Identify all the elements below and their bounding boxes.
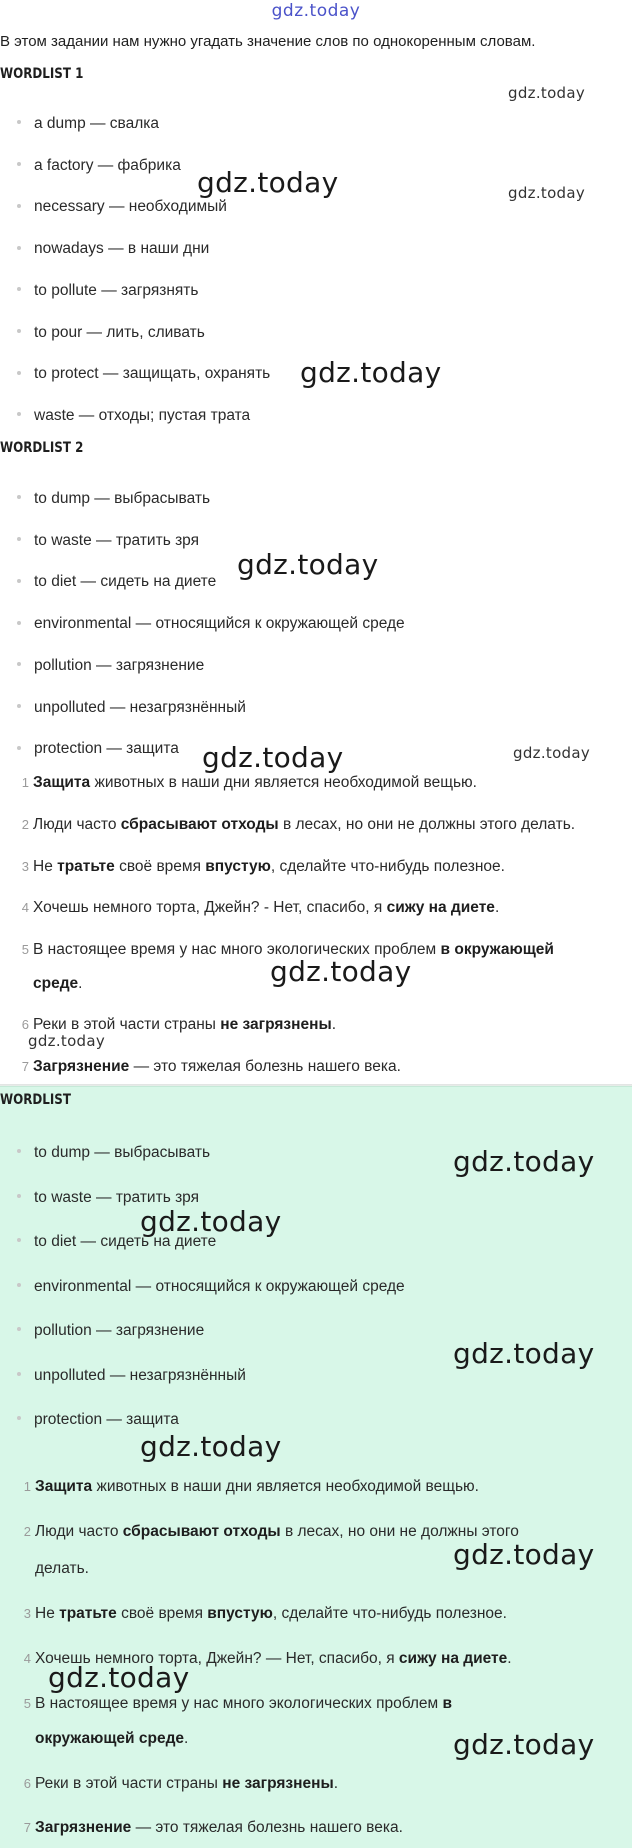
list-item: [0, 1278, 405, 1296]
sentence-text: Не: [33, 858, 58, 875]
list-item: [0, 157, 181, 175]
bullet-icon: [17, 1194, 21, 1198]
list-item-text: to protect — защищать, охранять: [34, 365, 271, 383]
sentence-text: В настоящее время у нас много экологических проблем: [35, 1695, 443, 1712]
sentence-text: Хочешь немного торта, Джейн? - Нет, спасибо, я: [33, 899, 387, 916]
watermark-text: gdz.today: [140, 1430, 282, 1463]
intro-text: В этом задании нам нужно угадать значение слов по однокоренным словам.: [0, 33, 536, 50]
sentence-text: — это тяжелая болезнь нашего века.: [129, 1058, 401, 1075]
bullet-icon: [17, 246, 21, 250]
bullet-icon: [17, 120, 21, 124]
list-item-text: nowadays — в наши дни: [34, 240, 210, 258]
bullet-icon: [17, 1327, 21, 1331]
sentence-text: .: [331, 1016, 337, 1033]
watermark-text: gdz.today: [237, 548, 379, 581]
highlighted-phrase: окружающей среде: [35, 1730, 185, 1747]
sentence-text: Люди часто: [35, 1523, 123, 1540]
watermark-text: gdz.today: [300, 356, 442, 389]
highlighted-phrase: сижу на диете: [398, 1650, 508, 1667]
bullet-icon: [17, 1149, 21, 1153]
list-item-text: to dump — выбрасывать: [34, 490, 211, 507]
bullet-icon: [17, 704, 21, 708]
list-item-text: environmental — относящийся к окружающей среде: [34, 1277, 405, 1295]
watermark-text: gdz.today: [453, 1337, 595, 1370]
list-item: [0, 1322, 204, 1340]
watermark-text: gdz.today: [513, 744, 591, 762]
watermark-text: gdz.today: [453, 1728, 595, 1761]
list-item: [0, 1411, 179, 1429]
watermark-text: gdz.today: [453, 1538, 595, 1571]
sentence-number: 5: [21, 942, 29, 957]
sentence-text: в лесах, но они не должны этого делать.: [278, 816, 576, 833]
list-item: [0, 1367, 246, 1385]
sentence-line: [0, 891, 499, 925]
sentence-number: 2: [21, 817, 29, 832]
list-item-text: to dump — выбрасывать: [34, 1144, 211, 1161]
sentence-text: своё время: [114, 858, 206, 875]
list-item: [0, 1144, 210, 1162]
watermark-text: gdz.today: [197, 166, 339, 199]
bullet-icon: [17, 162, 21, 166]
list-item: [0, 282, 198, 300]
sentence-line: [0, 808, 575, 842]
wordlist-3-title: WORDLIST: [0, 1092, 71, 1108]
bullet-icon: [17, 537, 21, 541]
highlighted-phrase: не загрязнены: [220, 1016, 332, 1033]
sentence-text: , сделайте что-нибудь полезное.: [270, 858, 505, 875]
bullet-icon: [17, 1416, 21, 1420]
highlighted-phrase: среде: [33, 975, 79, 992]
bullet-icon: [17, 329, 21, 333]
list-item-text: unpolluted — незагрязнённый: [34, 1366, 246, 1384]
sentence-line: [0, 1597, 507, 1631]
highlighted-phrase: Защита: [35, 1478, 93, 1495]
sentence-text: .: [494, 899, 500, 916]
watermark-text: gdz.today: [508, 184, 586, 202]
list-item-text: to diet — сидеть на диете: [34, 1233, 217, 1250]
bullet-icon: [17, 287, 21, 291]
sentence-number: 4: [21, 900, 29, 915]
list-item: [0, 490, 210, 508]
sentence-line: [0, 1767, 338, 1801]
watermark-text: gdz.today: [270, 955, 412, 988]
watermark-text: gdz.today: [508, 84, 586, 102]
list-item: [0, 532, 199, 550]
highlighted-phrase: в: [442, 1695, 453, 1712]
wordlist-2-title: WORDLIST 2: [0, 440, 84, 456]
list-item: [0, 115, 159, 133]
list-item-text: protection — защита: [34, 740, 179, 758]
bullet-icon: [17, 662, 21, 666]
list-item-text: waste — отходы; пустая трата: [34, 406, 251, 424]
list-item-text: to pour — лить, сливать: [34, 323, 205, 341]
sentence-text: делать.: [35, 1560, 89, 1577]
list-item: [0, 699, 246, 717]
sentence-text: животных в наши дни является необходимой вещью.: [90, 774, 477, 791]
bullet-icon: [17, 495, 21, 499]
highlighted-phrase: не загрязнены: [222, 1775, 334, 1792]
list-item-text: environmental — относящийся к окружающей среде: [34, 615, 405, 633]
sentence-text: .: [78, 975, 83, 992]
watermark-text: gdz.today: [28, 1032, 106, 1050]
sentence-text: в лесах, но они не должны этого: [280, 1523, 519, 1540]
bullet-icon: [17, 579, 21, 583]
bullet-icon: [17, 746, 21, 750]
list-item-text: a dump — свалка: [34, 115, 160, 132]
sentence-number: 4: [23, 1651, 31, 1666]
sentence-line: [0, 1050, 401, 1084]
sentence-text: Реки в этой части страны: [33, 1016, 221, 1033]
sentence-line: [0, 967, 82, 1001]
sentence-number: 7: [23, 1820, 31, 1835]
sentence-line: [0, 1722, 188, 1756]
highlighted-phrase: тратьте: [59, 1605, 117, 1622]
highlighted-phrase: тратьте: [57, 858, 115, 875]
list-item-text: pollution — загрязнение: [34, 1322, 205, 1339]
list-item: [0, 407, 250, 425]
sentence-text: Не: [35, 1605, 60, 1622]
list-item: [0, 1189, 199, 1207]
bullet-icon: [17, 1238, 21, 1242]
highlighted-phrase: Защита: [33, 774, 91, 791]
sentence-number: 2: [23, 1524, 31, 1539]
list-item-text: a factory — фабрика: [34, 156, 181, 174]
highlighted-phrase: в окружающей: [440, 941, 554, 958]
list-item-text: necessary — необходимый: [34, 198, 227, 216]
sentence-text: Реки в этой части страны: [35, 1775, 223, 1792]
sentence-number: 3: [21, 859, 29, 874]
list-item: [0, 573, 216, 591]
watermark-text: gdz.today: [453, 1145, 595, 1178]
wordlist-1-title: WORDLIST 1: [0, 66, 84, 82]
sentence-line: [0, 1515, 519, 1549]
bullet-icon: [17, 412, 21, 416]
list-item: [0, 324, 205, 342]
sentence-text: Хочешь немного торта, Джейн? — Нет, спасибо, я: [35, 1650, 399, 1667]
watermark-text: gdz.today: [140, 1205, 282, 1238]
list-item-text: pollution — загрязнение: [34, 656, 205, 674]
list-item-text: protection — защита: [34, 1411, 179, 1428]
sentence-text: животных в наши дни является необходимой вещью.: [92, 1478, 479, 1495]
sentence-text: Люди часто: [33, 816, 121, 833]
list-item: [0, 740, 179, 758]
highlighted-phrase: сбрасывают отходы: [120, 816, 279, 833]
list-item-text: to diet — сидеть на диете: [34, 573, 217, 591]
highlighted-phrase: впустую: [205, 858, 271, 875]
bullet-icon: [17, 204, 21, 208]
list-item-text: to pollute — загрязнять: [34, 281, 199, 299]
sentence-number: 6: [23, 1776, 31, 1791]
highlighted-phrase: Загрязнение: [35, 1819, 132, 1836]
sentence-text: .: [184, 1730, 189, 1747]
list-item: [0, 240, 209, 258]
bullet-icon: [17, 371, 21, 375]
watermark-text: gdz.today: [48, 1661, 190, 1694]
sentence-text: .: [333, 1775, 339, 1792]
list-item-text: to waste — тратить зря: [34, 531, 200, 549]
highlighted-phrase: сижу на диете: [386, 899, 495, 916]
sentence-line: [0, 1811, 403, 1845]
watermark-text: gdz.today: [202, 741, 344, 774]
sentence-number: 3: [23, 1606, 31, 1621]
bullet-icon: [17, 621, 21, 625]
list-item: [0, 657, 204, 675]
highlighted-phrase: сбрасывают отходы: [122, 1523, 281, 1540]
sentence-number: 6: [21, 1017, 29, 1032]
sentence-text: В настоящее время у нас много экологических проблем: [33, 941, 441, 958]
sentence-text: , сделайте что-нибудь полезное.: [272, 1605, 507, 1622]
highlighted-phrase: впустую: [207, 1605, 273, 1622]
sentence-text: своё время: [116, 1605, 208, 1622]
list-item-text: unpolluted — незагрязнённый: [34, 698, 246, 716]
sentence-line: [0, 1470, 479, 1504]
highlighted-phrase: Загрязнение: [33, 1058, 130, 1075]
sentence-line: [0, 1552, 89, 1586]
bullet-icon: [17, 1372, 21, 1376]
sentence-number: 1: [21, 775, 29, 790]
list-item: [0, 365, 270, 383]
sentence-text: — это тяжелая болезнь нашего века.: [131, 1819, 403, 1836]
sentence-line: [0, 850, 505, 884]
sentence-number: 7: [21, 1059, 29, 1074]
sentence-text: .: [507, 1650, 512, 1667]
list-item-text: to waste — тратить зря: [34, 1188, 200, 1206]
site-logo[interactable]: gdz.today: [271, 1, 361, 21]
sentence-number: 5: [23, 1696, 31, 1711]
sentence-number: 1: [23, 1479, 31, 1494]
list-item: [0, 615, 405, 633]
list-item: [0, 198, 227, 216]
bullet-icon: [17, 1283, 21, 1287]
